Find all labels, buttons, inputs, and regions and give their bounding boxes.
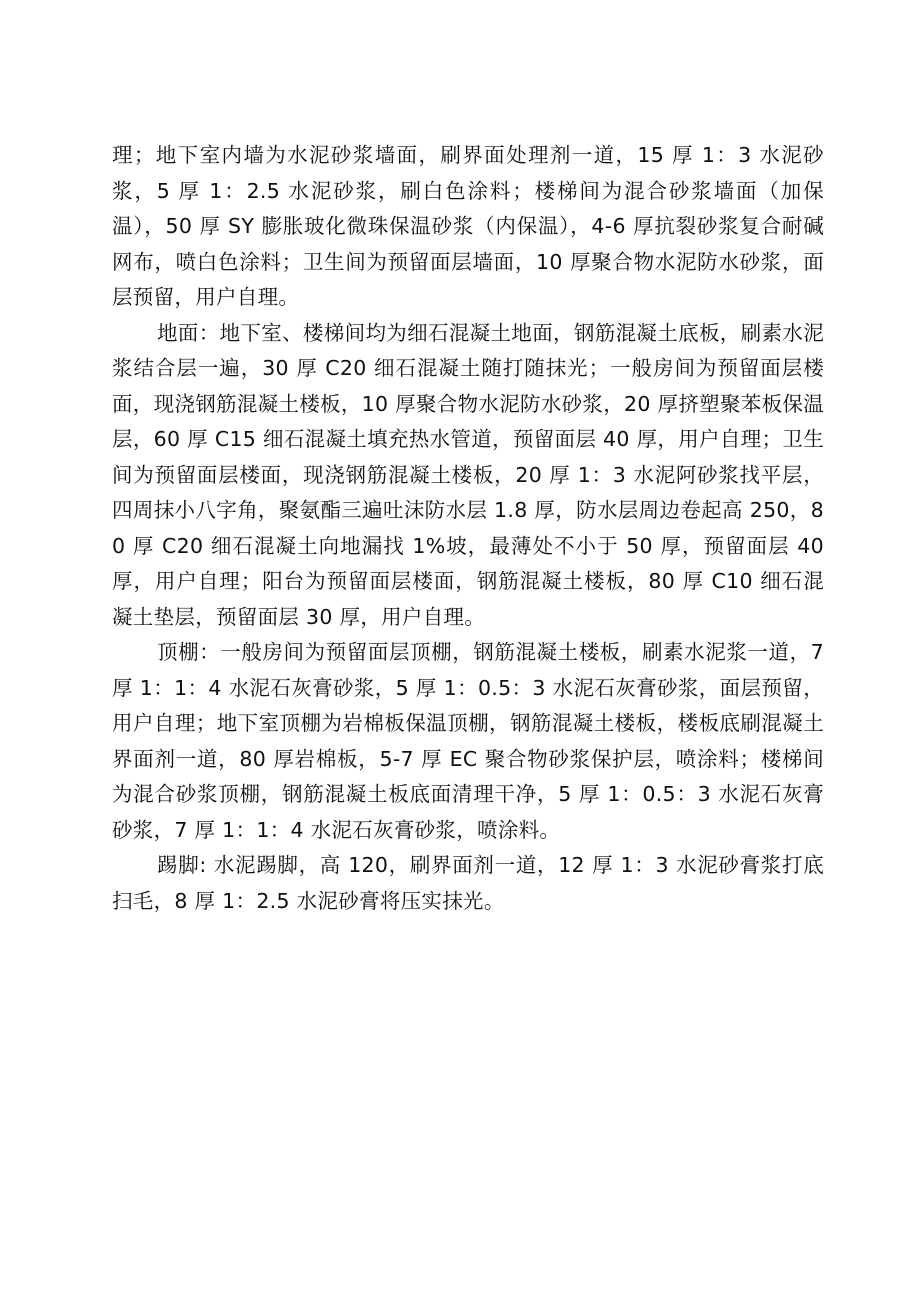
paragraph-ceiling: 顶棚：一般房间为预留面层顶棚，钢筋混凝土楼板，刷素水泥浆一道，7 厚 1：1：4 水泥石灰膏砂浆，5 厚 1：0.5：3 水泥石灰膏砂浆，面层预留，用户自理；地下室顶棚为岩棉板保温顶棚，钢筋混凝土楼板，楼板底刷混凝土界面剂一道，80 厚岩棉板，5-7 厚 EC 聚合物砂浆保护层，喷涂料；楼梯间为混合砂浆顶棚，钢筋混凝土板底面清理干净，5 厚 1：0.5：3 水泥石灰膏砂浆，7 厚 1：1：4 水泥石灰膏砂浆，喷涂料。 xyxy=(112,640,824,842)
paragraph-wall-continued: 理；地下室内墙为水泥砂浆墙面，刷界面处理剂一道，15 厚 1：3 水泥砂浆，5 厚 1：2.5 水泥砂浆，刷白色涂料；楼梯间为混合砂浆墙面（加保温），50 厚 SY 膨胀玻化微珠保温砂浆（内保温），4-6 厚抗裂砂浆复合耐碱网布，喷白色涂料；卫生间为预留面层墙面，10 厚聚合物水泥防水砂浆，面层预留，用户自理。 xyxy=(112,143,824,309)
paragraph-skirting: 踢脚: 水泥踢脚，高 120，刷界面剂一道，12 厚 1：3 水泥砂膏浆打底扫毛，8 厚 1：2.5 水泥砂膏将压实抹光。 xyxy=(112,853,824,913)
paragraph-floor: 地面：地下室、楼梯间均为细石混凝土地面，钢筋混凝土底板，刷素水泥浆结合层一遍，30 厚 C20 细石混凝土随打随抹光；一般房间为预留面层楼面，现浇钢筋混凝土楼板，10 厚聚合物水泥防水砂浆，20 厚挤塑聚苯板保温层，60 厚 C15 细石混凝土填充热水管道，预留面层 40 厚，用户自理；卫生间为预留面层楼面，现浇钢筋混凝土楼板，20 厚 1：3 水泥阿砂浆找平层，四周抹小八字角，聚氨酯三遍吐沫防水层 1.8 厚，防水层周边卷起高 250，80 厚 C20 细石混凝土向地漏找 1%坡，最薄处不小于 50 厚，预留面层 40 厚，用户自理；阳台为预留面层楼面，钢筋混凝土楼板，80 厚 C10 细石混凝土垫层，预留面层 30 厚，用户自理。 xyxy=(112,320,824,629)
document-body xyxy=(112,138,824,919)
